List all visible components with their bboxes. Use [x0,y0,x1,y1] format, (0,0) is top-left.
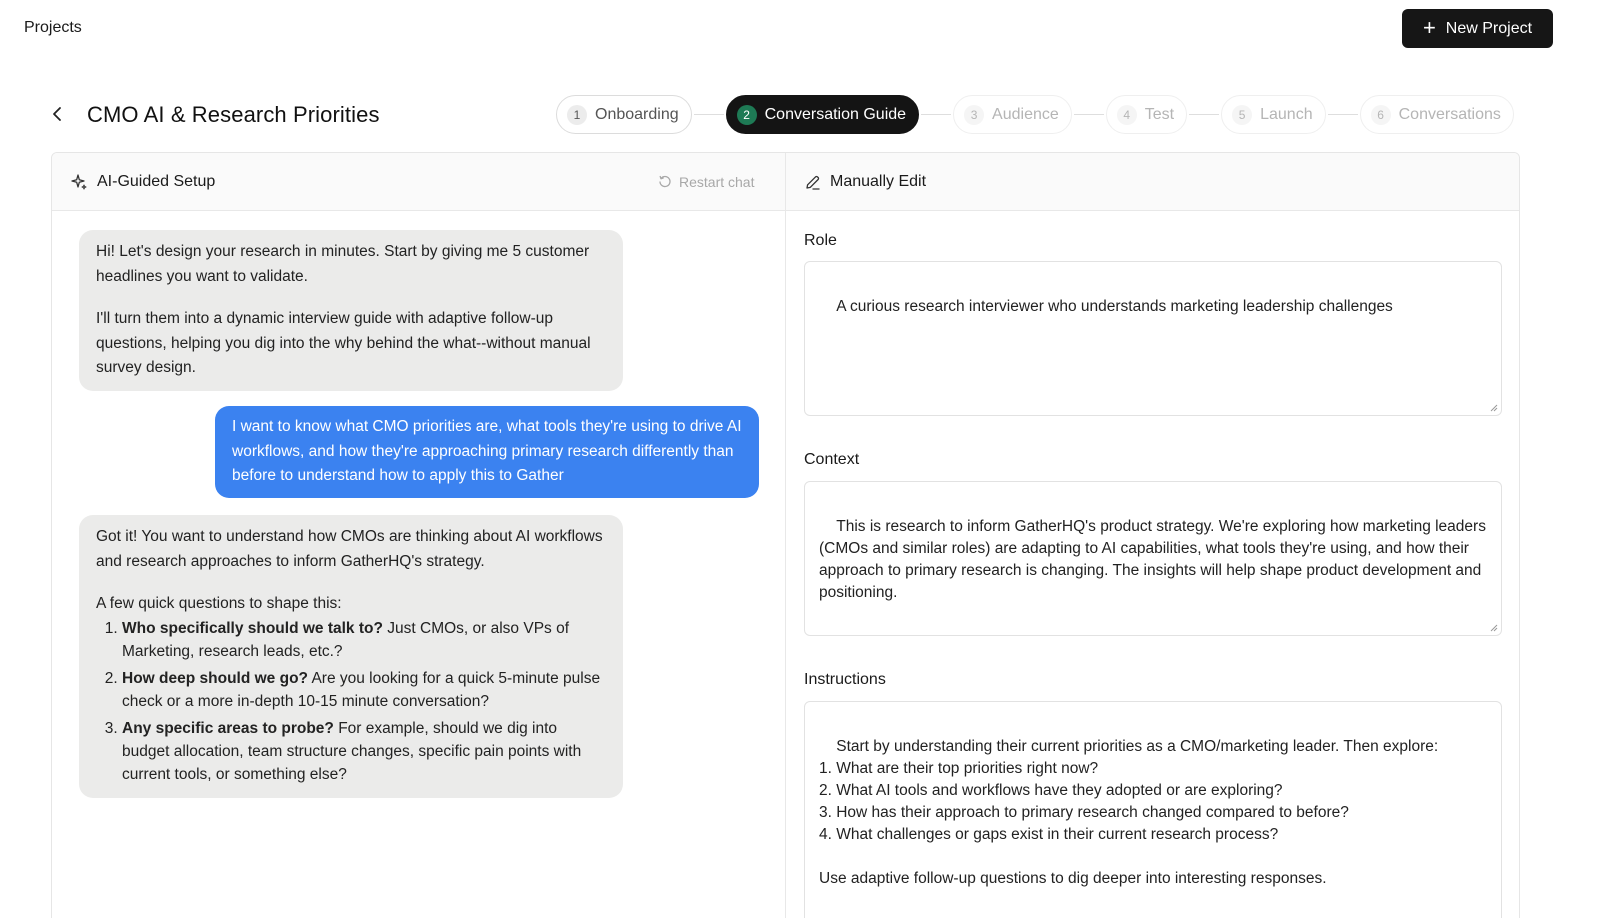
restart-chat-label: Restart chat [679,174,755,190]
role-label: Role [804,232,837,249]
new-project-label: New Project [1445,19,1533,37]
instructions-value: Start by understanding their current priorities as a CMO/marketing leader. Then explore: 1. What are their top priorities right now? 2. What AI tools and workflows have they adopted or are exploring? 3. How has their approach to primary research changed compared to before? 4. What challenges or gaps exist in their current research process? Use adaptive follow-up questions to dig deeper into interesting responses. [819,738,1439,887]
title-bar [0,92,1600,138]
question-title: Any specific areas to probe? [122,719,334,737]
step-launch[interactable] [1221,95,1326,134]
list-item [122,717,606,786]
step-label: Onboarding [595,105,679,123]
step-label: Conversations [1398,105,1501,123]
main-panel [51,152,1520,918]
list-item [122,617,606,663]
manually-edit-header [804,173,926,191]
step-connector [921,114,951,115]
ai-message-text: I'll turn them into a dynamic interview guide with adaptive follow-up questions, helping you dig into the why behind the what--without manual survey design. [96,310,591,376]
ai-message [79,230,623,391]
user-message [215,406,759,498]
question-text: For example, should we dig into budget allocation, team structure changes, specific pain points with current tools, or something else? [122,719,582,783]
step-number: 3 [964,105,984,125]
manually-edit-title: Manually Edit [830,173,927,190]
step-audience[interactable] [953,95,1072,134]
step-label: Launch [1260,105,1313,123]
sparkle-icon [70,173,88,191]
projects-breadcrumb[interactable]: Projects [24,19,82,36]
step-connector [1189,114,1219,115]
instructions-textarea[interactable] [804,701,1502,918]
instructions-label: Instructions [804,671,886,688]
new-project-button[interactable] [1402,9,1553,48]
context-value: This is research to inform GatherHQ's product strategy. We're exploring how marketing leaders (CMOs and similar roles) are adapting to AI capabilities, what tools they're using, and how their approach to primary research is changing. The insights will help shape product development and positioning. [819,518,1491,601]
role-value: A curious research interviewer who understands marketing leadership challenges [836,298,1393,315]
panel-divider [785,153,786,918]
step-number: 5 [1232,105,1252,125]
step-label: Test [1144,105,1175,123]
progress-stepper [556,95,1514,134]
plus-icon: + [1422,14,1436,40]
step-number: 1 [567,105,587,125]
step-connector [694,114,724,115]
context-textarea[interactable] [804,481,1502,636]
refresh-icon [658,175,672,189]
question-title: How deep should we go? [122,669,308,687]
list-item [122,667,606,713]
page-title: CMO AI & Research Priorities [87,102,380,127]
step-onboarding[interactable] [556,95,692,134]
resize-handle-icon[interactable] [1490,624,1498,632]
step-number: 6 [1371,105,1391,125]
step-connector [1328,114,1358,115]
context-label: Context [804,451,860,468]
pencil-icon [804,174,821,191]
step-label: Conversation Guide [764,105,907,123]
ai-message-text: Hi! Let's design your research in minutes. Start by giving me 5 customer headlines you want to validate. [96,243,590,285]
chevron-left-icon[interactable] [48,104,68,124]
question-title: Who specifically should we talk to? [122,619,383,637]
step-label: Audience [992,105,1059,123]
step-conversation-guide[interactable] [726,95,919,134]
question-list [96,617,606,786]
question-text: Are you looking for a quick 5-minute pulse check or a more in-depth 10-15 minute conversation? [122,669,601,710]
ai-guided-setup-header [70,173,215,191]
top-bar [0,0,1600,60]
question-text: Just CMOs, or also VPs of Marketing, research leads, etc.? [122,619,570,660]
ai-message-text: A few quick questions to shape this: [96,595,342,612]
ai-message-text: Got it! You want to understand how CMOs are thinking about AI workflows and research approaches to inform GatherHQ's strategy. [96,528,603,570]
ai-message [79,515,623,798]
role-textarea[interactable] [804,261,1502,416]
step-number: 4 [1117,105,1137,125]
restart-chat-button[interactable] [658,174,754,190]
ai-guided-setup-title: AI-Guided Setup [97,173,216,190]
step-number: 2 [737,105,757,125]
step-conversations[interactable] [1360,95,1514,134]
user-message-text: I want to know what CMO priorities are, what tools they're using to drive AI workflows, and how they're approaching primary research differently than before to understand how to apply this to Gather [232,418,742,484]
step-test[interactable] [1106,95,1187,134]
resize-handle-icon[interactable] [1490,404,1498,412]
step-connector [1074,114,1104,115]
